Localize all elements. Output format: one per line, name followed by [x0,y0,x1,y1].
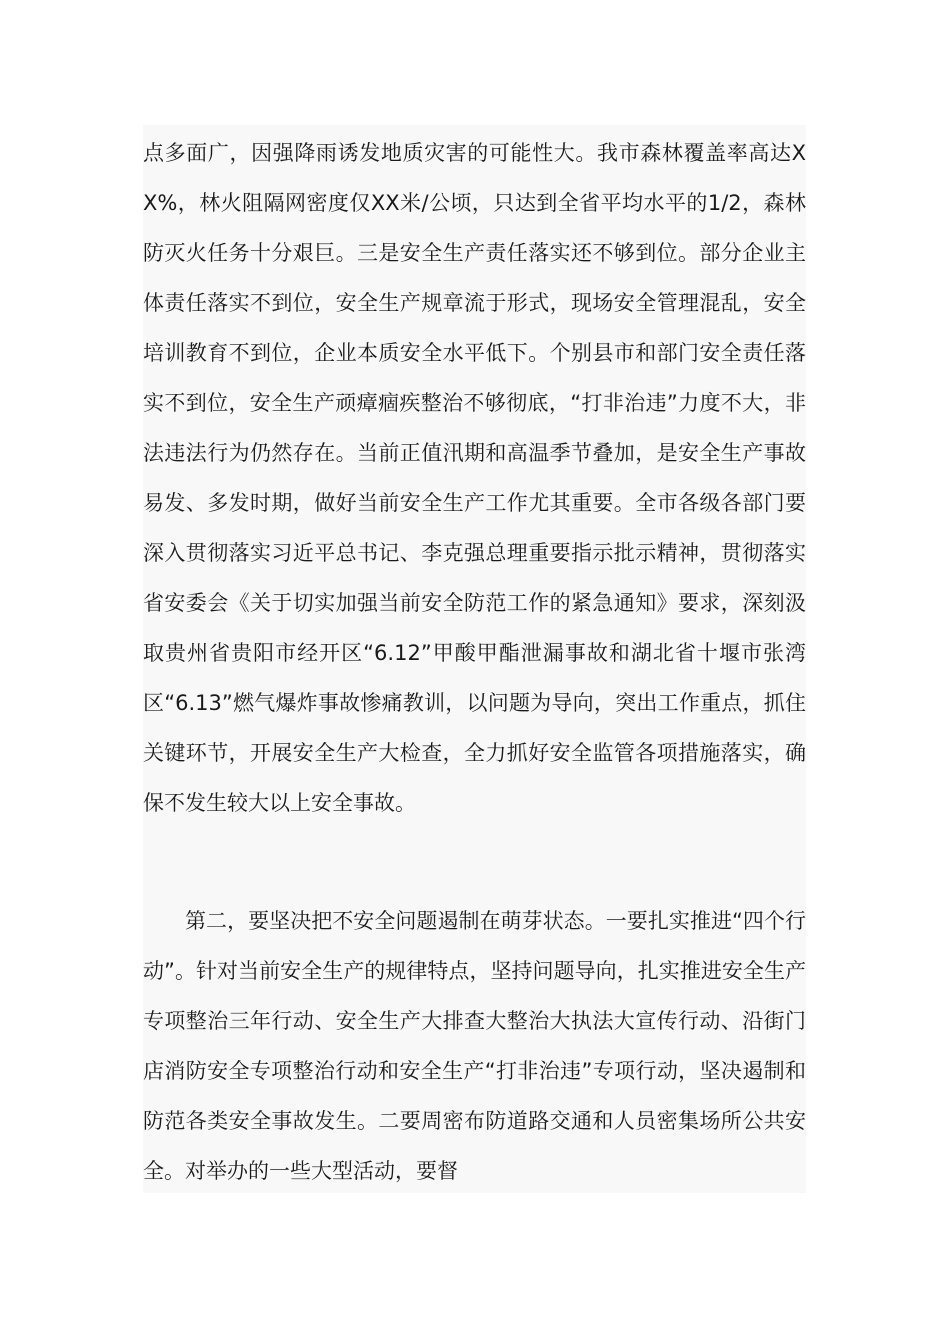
paragraph-1: 点多面广，因强降雨诱发地质灾害的可能性大。我市森林覆盖率高达XX%，林火阻隔网密度仅XX米/公顷，只达到全省平均水平的1/2，森林防灭火任务十分艰巨。三是安全生产责任落实还不够到位。部分企业主体责任落实不到位，安全生产规章流于形式，现场安全管理混乱，安全培训教育不到位，企业本质安全水平低下。个别县市和部门安全责任落实不到位，安全生产顽瘴痼疾整治不够彻底，“打非治违”力度不大，非法违法行为仍然存在。当前正值汛期和高温季节叠加，是安全生产事故易发、多发时期，做好当前安全生产工作尤其重要。全市各级各部门要深入贯彻落实习近平总书记、李克强总理重要指示批示精神，贯彻落实省安委会《关于切实加强当前安全防范工作的紧急通知》要求，深刻汲取贵州省贵阳市经开区“6.12”甲酸甲酯泄漏事故和湖北省十堰市张湾区“6.13”燃气爆炸事故惨痛教训，以问题为导向，突出工作重点，抓住关键环节，开展安全生产大检查，全力抓好安全监管各项措施落实，确保不发生较大以上安全事故。 [143,141,806,815]
paragraph-2: 第二，要坚决把不安全问题遏制在萌芽状态。一要扎实推进“四个行动”。针对当前安全生产的规律特点，坚持问题导向，扎实推进安全生产专项整治三年行动、安全生产大排查大整治大执法大宣传行动、沿街门店消防安全专项整治行动和安全生产“打非治违”专项行动，坚决遏制和防范各类安全事故发生。二要周密布防道路交通和人员密集场所公共安全。对举办的一些大型活动，要督 [143,909,806,1183]
text-block [143,125,806,1193]
